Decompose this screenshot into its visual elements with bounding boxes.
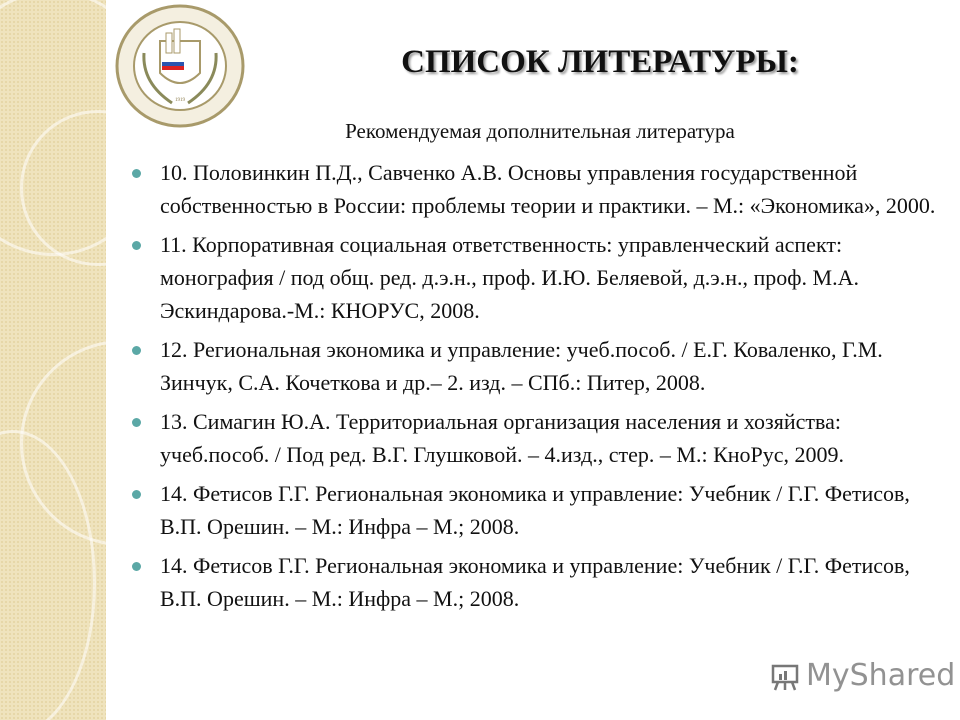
bullet-icon — [132, 562, 141, 571]
slide-subtitle: Рекомендуемая дополнительная литература — [345, 119, 735, 143]
presentation-board-icon — [770, 661, 800, 691]
item-text: 13. Симагин Ю.А. Территориальная организация населения и хозяйства: учеб.пособ. / Под ред. В.Г. Глушковой. – 4.изд., стер. – М.: КноРус, 2009. — [160, 409, 845, 467]
reference-list — [130, 156, 945, 621]
item-text: 14. Фетисов Г.Г. Региональная экономика и управление: Учебник / Г.Г. Фетисов, В.П. Орешин. – М.: Инфра – М.; 2008. — [160, 481, 910, 539]
bullet-icon — [132, 169, 141, 178]
bullet-icon — [132, 490, 141, 499]
watermark-text: MyShared — [806, 658, 956, 693]
list-item — [130, 549, 945, 615]
seal-year: 1919 — [175, 98, 185, 103]
list-item — [130, 156, 945, 222]
list-item — [130, 477, 945, 543]
list-item — [130, 228, 945, 327]
watermark — [770, 658, 955, 693]
slide-title: СПИСОК ЛИТЕРАТУРЫ: — [401, 44, 799, 80]
list-item — [130, 333, 945, 399]
bullet-icon — [132, 346, 141, 355]
university-seal-logo — [114, 3, 246, 129]
bullet-icon — [132, 241, 141, 250]
item-text: 12. Региональная экономика и управление: учеб.пособ. / Е.Г. Коваленко, Г.М. Зинчук, С.А. Кочеткова и др.– 2. изд. – СПб.: Питер, 2008. — [160, 337, 883, 395]
item-text: 10. Половинкин П.Д., Савченко А.В. Основы управления государственной собственностью в России: проблемы теории и практики. – М.: «Экономика», 2000. — [160, 160, 936, 218]
item-text: 11. Корпоративная социальная ответственность: управленческий аспект: монография / под общ. ред. д.э.н., проф. И.Ю. Беляевой, д.э.н., проф. М.А. Эскиндарова.-М.: КНОРУС, 2008. — [160, 232, 859, 323]
item-text: 14. Фетисов Г.Г. Региональная экономика и управление: Учебник / Г.Г. Фетисов, В.П. Орешин. – М.: Инфра – М.; 2008. — [160, 553, 910, 611]
list-item — [130, 405, 945, 471]
decorative-side-panel — [0, 0, 106, 720]
bullet-icon — [132, 418, 141, 427]
